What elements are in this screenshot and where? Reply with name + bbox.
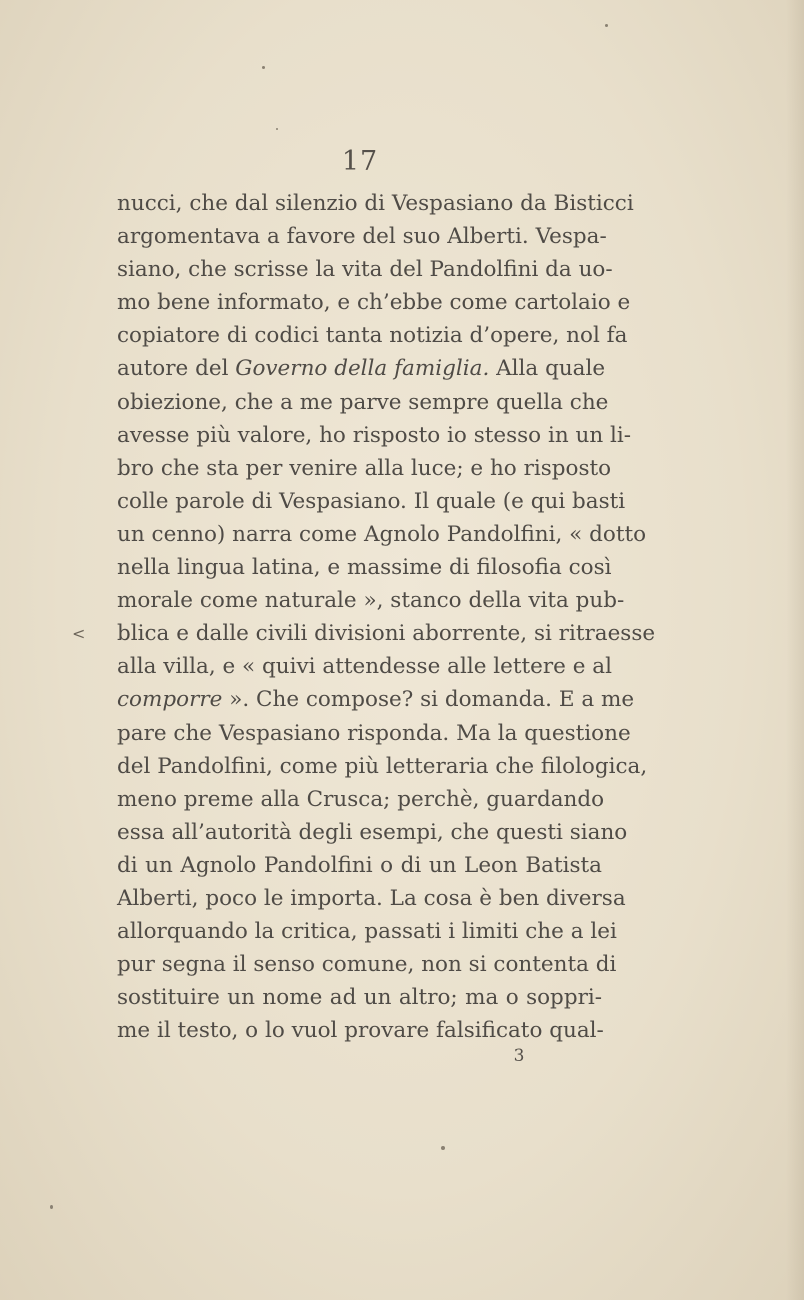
text-line xyxy=(117,352,606,385)
text-line: di un Agnolo Pandolfini o di un Leon Batista xyxy=(117,852,602,878)
book-title-italic: Governo della famiglia. xyxy=(235,356,490,382)
text-segment: autore del xyxy=(117,356,236,382)
text-line: blica e dalle civili divisioni aborrente, si ritraesse xyxy=(117,621,656,647)
text-line: argomentava a favore del suo Alberti. Vespa- xyxy=(117,224,607,250)
text-line: obiezione, che a me parve sempre quella che xyxy=(117,389,609,415)
text-line: me il testo, o lo vuol provare falsificato qual- xyxy=(117,1018,604,1044)
margin-mark: < xyxy=(72,624,86,643)
text-line: morale come naturale », stanco della vita pub- xyxy=(117,588,625,614)
text-line: essa all’autorità degli esempi, che questi siano xyxy=(117,819,628,845)
page-number: 17 xyxy=(341,146,379,177)
text-line: colle parole di Vespasiano. Il quale (e qui basti xyxy=(117,488,626,514)
text-line: nella lingua latina, e massime di filosofia così xyxy=(117,555,612,581)
text-line: Alberti, poco le importa. La cosa è ben diversa xyxy=(117,885,626,911)
text-line: alla villa, e « quivi attendesse alle lettere e al xyxy=(117,654,612,680)
body-text xyxy=(117,187,656,1047)
text-line: copiatore di codici tanta notizia d’opere, nol fa xyxy=(117,323,628,349)
text-line: bro che sta per venire alla luce; e ho risposto xyxy=(117,455,612,481)
text-line: pur segna il senso comune, non si contenta di xyxy=(117,952,617,978)
text-line: del Pandolfini, come più letteraria che filologica, xyxy=(117,753,648,779)
text-line: avesse più valore, ho risposto io stesso in un li- xyxy=(117,422,632,448)
signature-mark: 3 xyxy=(513,1046,525,1066)
text-line: allorquando la critica, passati i limiti che a lei xyxy=(117,919,617,945)
paper-speck xyxy=(605,24,608,27)
text-line: meno preme alla Crusca; perchè, guardando xyxy=(117,786,605,812)
text-line: nucci, che dal silenzio di Vespasiano da Bisticci xyxy=(117,191,634,216)
page-edge-shadow xyxy=(786,0,804,1300)
text-line xyxy=(117,683,635,716)
paper-speck xyxy=(262,66,265,69)
text-segment: ». Che compose? si domanda. E a me xyxy=(222,687,635,713)
text-line: mo bene informato, e ch’ebbe come cartolaio e xyxy=(117,290,631,316)
text-line: sostituire un nome ad un altro; ma o soppri- xyxy=(117,985,602,1011)
paper-speck xyxy=(276,128,278,130)
emphasis-italic: comporre xyxy=(117,687,223,713)
paper-speck xyxy=(441,1146,445,1150)
text-segment: Alla quale xyxy=(489,356,606,382)
text-line: pare che Vespasiano risponda. Ma la questione xyxy=(117,720,631,746)
paper-speck xyxy=(50,1205,53,1209)
text-line: un cenno) narra come Agnolo Pandolfini, « dotto xyxy=(117,521,647,547)
text-line: siano, che scrisse la vita del Pandolfini da uo- xyxy=(117,257,613,283)
